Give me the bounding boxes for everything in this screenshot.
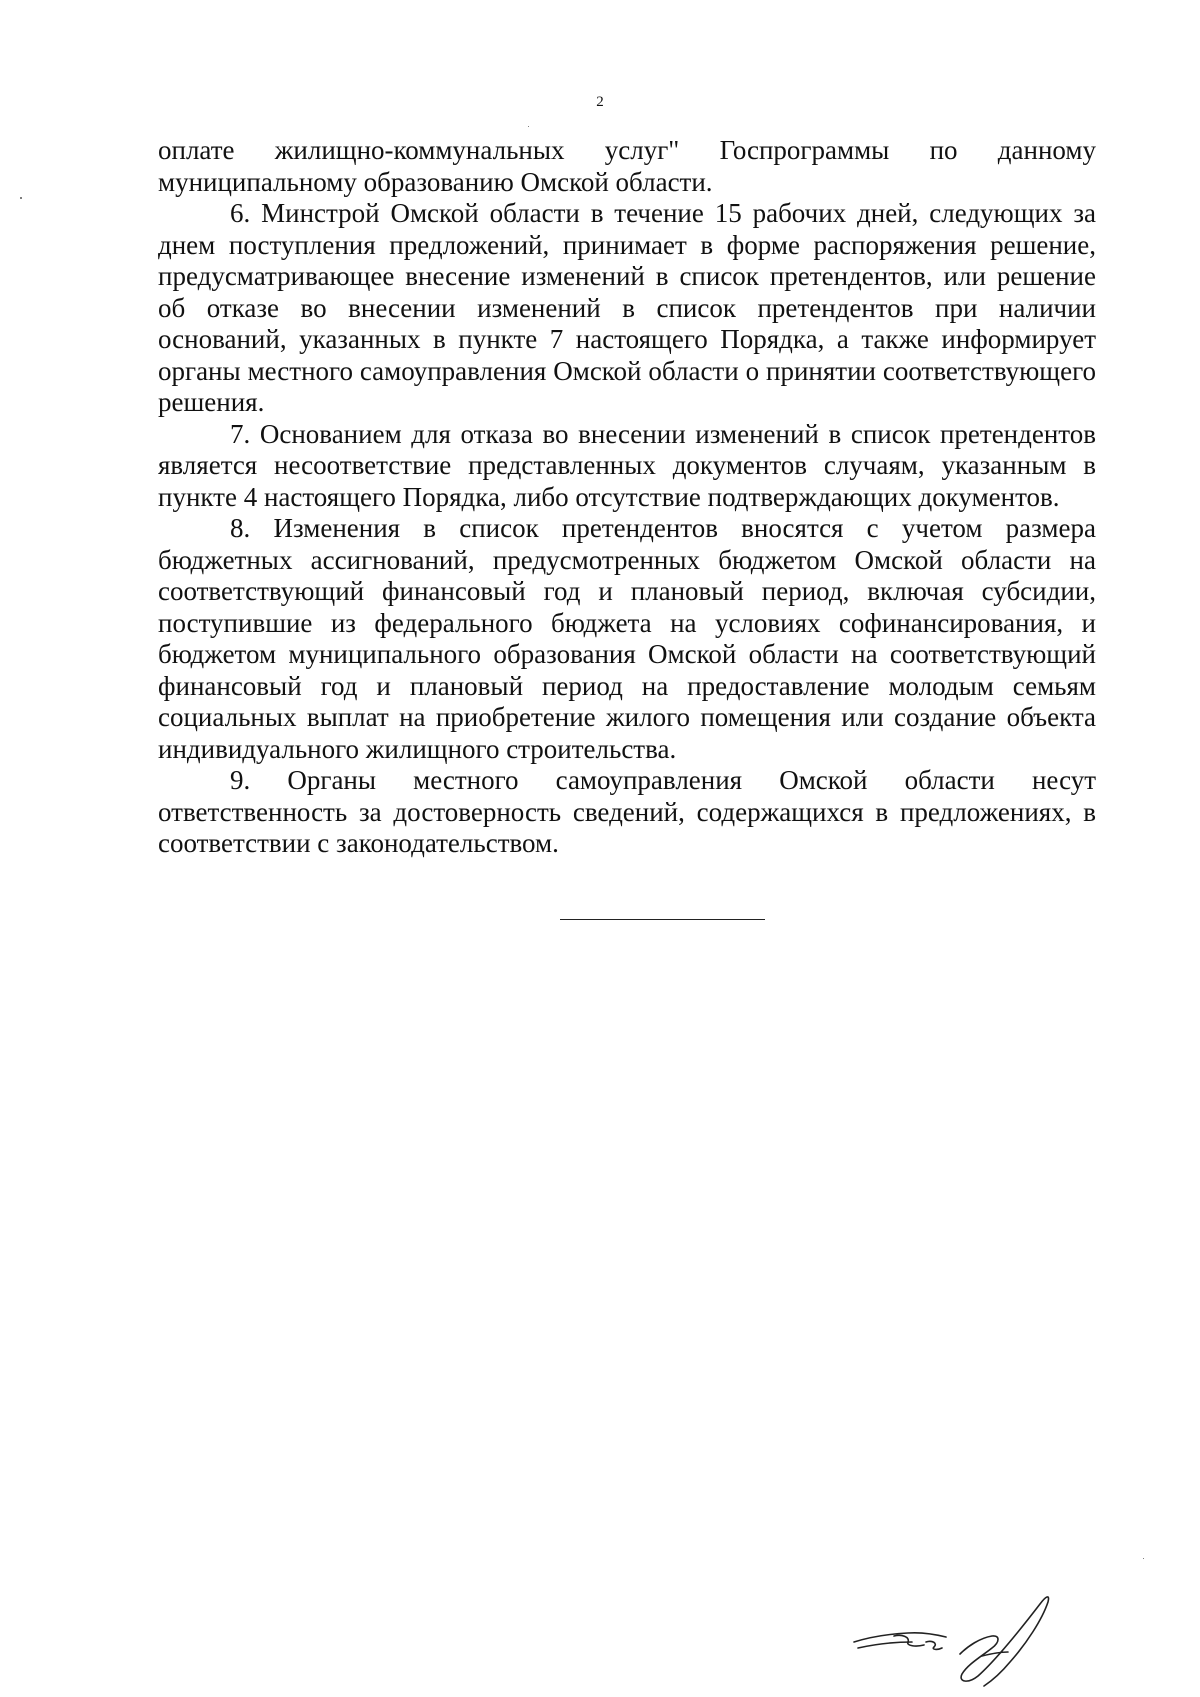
document-body <box>158 135 1096 860</box>
scan-speck <box>1143 1558 1144 1559</box>
paragraph-item-9: 9. Органы местного самоуправления Омской области несут ответственность за достоверность сведений, содержащихся в предложениях, в соответствии с законодательством. <box>158 765 1096 858</box>
scan-speck <box>528 126 529 127</box>
scan-speck <box>20 197 22 199</box>
handwritten-signature <box>850 1590 1070 1690</box>
paragraph-item-7: 7. Основанием для отказа во внесении изменений в список претендентов является несоответствие представленных документов случаям, указанным в пункте 4 настоящего Порядка, либо отсутствие подтверждающих документов. <box>158 418 1096 512</box>
page-number: 2 <box>596 94 604 110</box>
paragraph-item-6: 6. Минстрой Омской области в течение 15 рабочих дней, следующих за днем поступления предложений, принимает в форме распоряжения решение, предусматривающее внесение изменений в список претендентов, или решение об отказе во внесении изменений в список претендентов при наличии оснований, указанных в пункте 7 настоящего Порядка, а также информирует органы местного самоуправления Омской области о принятии соответствующего решения. <box>158 198 1096 417</box>
paragraph-item-8: 8. Изменения в список претендентов вносятся с учетом размера бюджетных ассигнований, предусмотренных бюджетом Омской области на соответствующий финансовый год и плановый период, включая субсидии, поступившие из федерального бюджета на условиях софинансирования, и бюджетом муниципального образования Омской области на соответствующий финансовый год и плановый период на предоставление молодым семьям социальных выплат на приобретение жилого помещения или создание объекта индивидуального жилищного строительства. <box>158 513 1096 764</box>
paragraph-continuation: оплате жилищно-коммунальных услуг" Госпрограммы по данному муниципальному образованию Омской области. <box>158 135 1096 197</box>
closing-divider <box>560 919 765 920</box>
